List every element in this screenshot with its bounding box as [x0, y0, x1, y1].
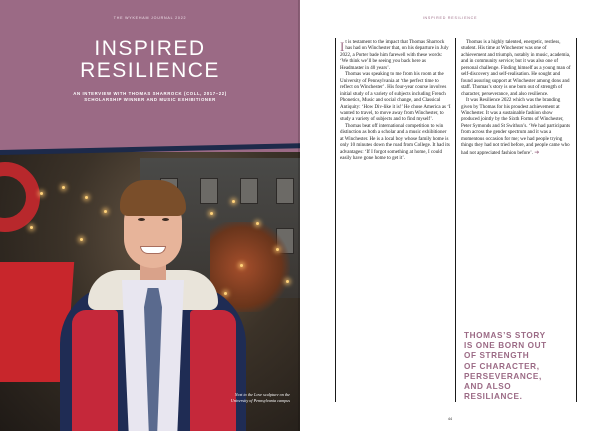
- pull-quote-line: AND ALSO: [464, 382, 512, 392]
- continue-arrow-icon: ➔: [534, 148, 540, 156]
- drop-cap: I: [340, 39, 345, 54]
- photo-caption: [186, 392, 290, 404]
- right-page: [300, 0, 600, 431]
- jacket-red-panel-right: [190, 310, 236, 431]
- light-bulb: [286, 280, 289, 283]
- paragraph: Thomas is a highly talented, energetic, restless, student. His time at Winchester was one of achievement and triumph, notably in music, academia, and in community service; but it was also one of personal challenge. Finding himself as a young man of self-discovery and self-realisation. He sought and found assuring support at Winchester among dons and staff. Thomas’s story is one born out of strength of character, perseverance, and also resilience.: [461, 40, 571, 97]
- journal-name: THE WYKEHAM JOURNAL 2022: [113, 16, 187, 20]
- paragraph: [340, 40, 451, 72]
- light-bulb: [276, 248, 279, 251]
- pull-quote-line: RESILIANCE.: [464, 392, 523, 402]
- caption-line-1: Next to the Love sculpture on the: [234, 392, 290, 397]
- paragraph: Thomas was speaking to me from his room at the University of Pennsylvania at ‘the perfect time to reflect on Winchester’. His four-year course involves initial study of a variety of subjects including French Phonetics, Music and social change, and Classical Antiquity: ‘How Div-like it is!’ He chose America as ‘I wanted to travel, to move away from Winchester, to study a variety of subjects and to find myself’.: [340, 72, 451, 123]
- portrait-photo: [0, 152, 300, 431]
- title-line-2: RESILIENCE: [80, 59, 220, 82]
- paragraph-text: It was Resilience 2022 which was the branding given by Thomas for his proudest achievement at Winchester. It was a sustainable fashion show produced jointly by the Sixth Forms of Winchester, Peter Symonds and St Swithun’s. ‘We had participants from across the gender spectrum and it was a momentous occasion for me; we had people trying things they had not tried before, and people came who had not appreciated fashion before’.: [461, 98, 571, 156]
- hair: [120, 180, 186, 216]
- paragraph: Thomas beat off international competition to win distinction as both a scholar and a music exhibitioner at Winchester. He is a local boy whose family home is only 10 minutes down the road from College. It had its advantages: ‘If I forgot something at home, I could easily have gone home to get it’.: [340, 123, 450, 162]
- subtitle-line-2: SCHOLARSHIP WINNER AND MUSIC EXHIBITIONER: [84, 97, 216, 103]
- pull-quote-line: OF STRENGTH: [464, 351, 530, 361]
- title-banner: [0, 0, 300, 152]
- light-bulb: [40, 192, 43, 195]
- light-bulb: [30, 226, 33, 229]
- article-subtitle: [30, 91, 270, 104]
- paragraph: [461, 98, 572, 157]
- subtitle-line-1: AN INTERVIEW WITH THOMAS SHARROCK (COLL, 2017–22): [73, 91, 227, 96]
- pull-quote: [464, 331, 564, 402]
- body-column-2: [461, 40, 572, 157]
- page-number: 44: [447, 417, 453, 421]
- pull-quote-line: OF CHARACTER,: [464, 361, 540, 371]
- column-rule-middle: [455, 38, 456, 402]
- jacket-red-panel-left: [72, 310, 118, 431]
- pull-quote-line: THOMAS’S STORY: [464, 331, 546, 340]
- smile: [140, 246, 166, 254]
- running-head: INSPIRED RESILIENCE: [422, 16, 478, 20]
- pull-quote-line: IS ONE BORN OUT: [464, 341, 547, 351]
- right-eye: [162, 218, 169, 221]
- body-column-1: [340, 40, 451, 163]
- article-title: [0, 38, 300, 82]
- left-eye: [138, 218, 145, 221]
- paragraph-text: t is testament to the impact that Thomas Sharrock has had on Winchester that, on his departure in July 2022, a Porter bade him farewell with these words: ‘We think we’ll be seeing you back here as Headmaster in 40 years’.: [340, 40, 449, 71]
- column-rule-right: [576, 38, 577, 402]
- caption-line-2: University of Pennsylvania campus: [230, 398, 290, 403]
- pull-quote-line: PERSEVERANCE,: [464, 371, 542, 381]
- light-bulb: [256, 222, 259, 225]
- title-line-1: INSPIRED: [94, 37, 206, 60]
- column-rule-left: [335, 38, 336, 402]
